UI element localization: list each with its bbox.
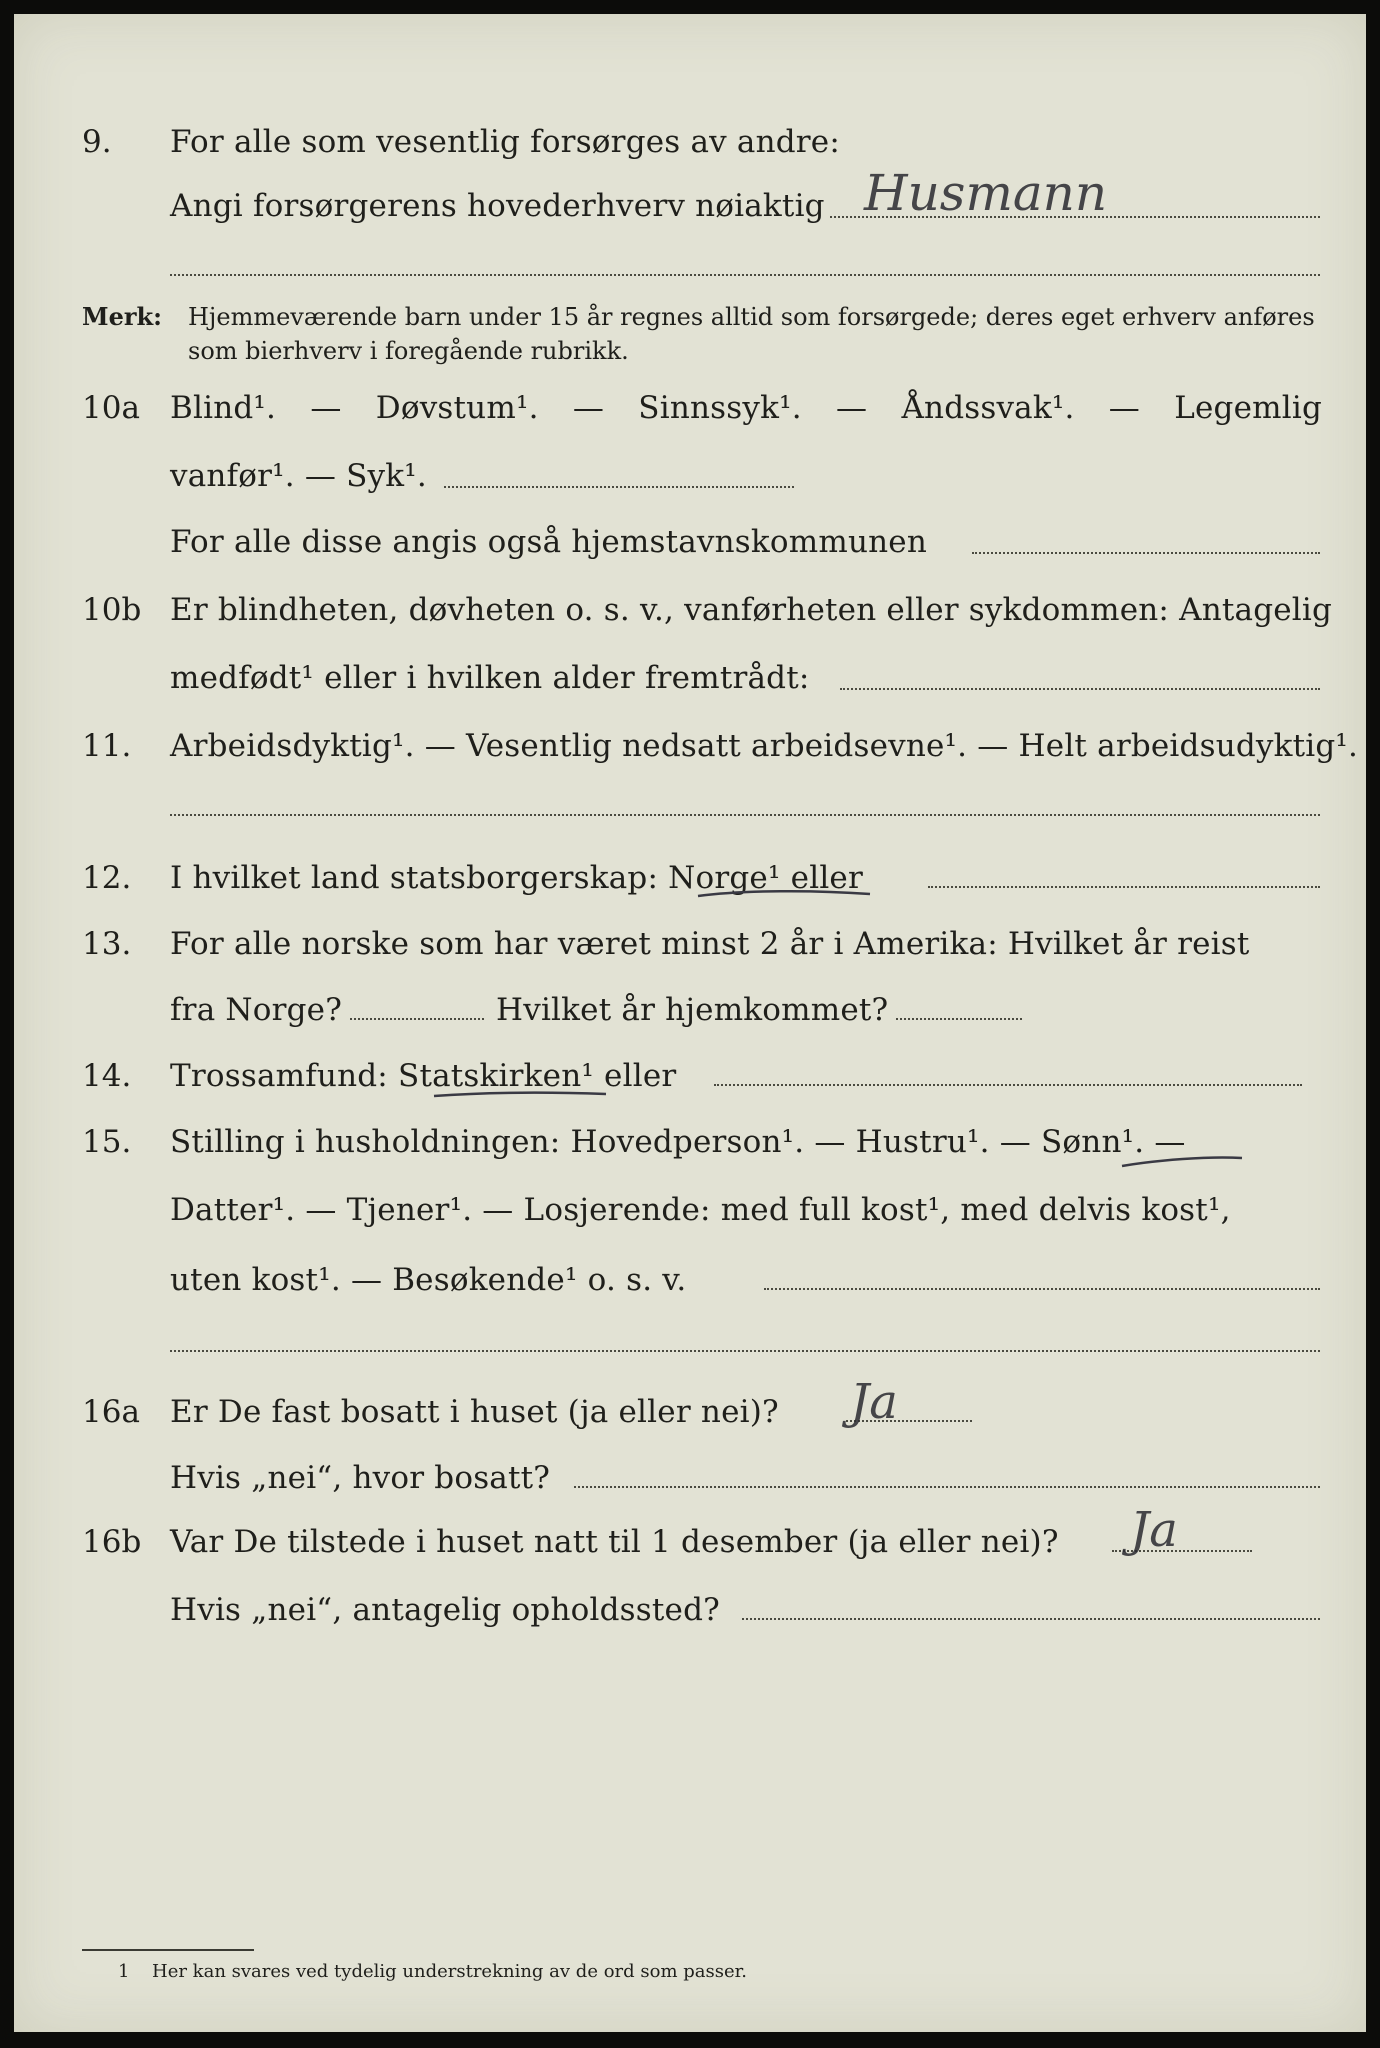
question-number: 13. [82,926,132,962]
answer-line [444,486,794,488]
question-text: Er De fast bosatt i huset (ja eller nei)? [170,1394,779,1430]
separator: — [572,390,605,426]
answer-line [840,688,1320,690]
question-number: 15. [82,1124,132,1160]
separator: — [836,390,868,426]
footnote-rule [82,1949,254,1951]
question-text: Hvis „nei“, hvor bosatt? [170,1460,551,1496]
handwritten-answer: Ja [1130,1502,1178,1558]
answer-line [764,1288,1320,1290]
question-text: Datter¹. — Tjener¹. — Losjerende: med full kost¹, med delvis kost¹, [170,1192,1231,1228]
question-text: fra Norge? [170,992,343,1028]
answer-line [170,274,1320,276]
question-number: 16b [82,1524,142,1560]
answer-line [170,1350,1320,1352]
question-text [170,388,1322,428]
question-text: Hvilket år hjemkommet? [496,992,889,1028]
question-number: 10a [82,390,140,426]
underline-mark [694,886,874,906]
census-form-page [14,14,1366,2032]
question-text: For alle disse angis også hjemstavnskommunen [170,524,927,560]
question-text: Var De tilstede i huset natt til 1 desember (ja eller nei)? [170,1524,1059,1560]
question-number: 14. [82,1058,132,1094]
question-number: 11. [82,728,132,764]
question-number: 10b [82,592,142,628]
answer-line [896,1018,1022,1020]
footnote-text: Her kan svares ved tydelig understrekning av de ord som passer. [152,1961,747,1982]
handwritten-answer: Husmann [864,164,1108,222]
underline-mark [430,1088,610,1104]
answer-line [742,1618,1320,1620]
option-andssvak: Åndssvak¹. [901,390,1075,426]
separator: — [310,390,342,426]
separator: — [1108,390,1140,426]
option-sinnssyk: Sinnssyk¹. [638,390,802,426]
answer-line [574,1486,1320,1488]
question-number: 16a [82,1394,140,1430]
question-number: 12. [82,860,132,896]
footnote-mark: 1 [118,1961,130,1982]
question-text: Hvis „nei“, antagelig opholdssted? [170,1592,720,1628]
question-text: medfødt¹ eller i hvilken alder fremtrådt: [170,660,810,696]
question-text: Er blindheten, døvheten o. s. v., vanførheten eller sykdommen: Antagelig [170,592,1333,628]
option-legemlig: Legemlig [1174,390,1322,426]
question-text: For alle som vesentlig forsørges av andre: [170,124,840,160]
answer-line [928,886,1320,888]
answer-line [170,814,1320,816]
question-text: I hvilket land statsborgerskap: Norge¹ eller [170,860,863,896]
question-text: Stilling i husholdningen: Hovedperson¹. — Hustru¹. — Sønn¹. — [170,1124,1186,1160]
answer-line [350,1018,484,1020]
question-number: 9. [82,124,112,160]
handwritten-answer: Ja [850,1374,898,1430]
question-text: vanfør¹. — Syk¹. [170,458,427,494]
note [14,300,1366,370]
underline-mark [1118,1146,1248,1176]
note-text: Hjemmeværende barn under 15 år regnes alltid som forsørgede; deres eget erhverv anføres som bierhverv i foregående rubrikk. [188,303,1315,365]
option-blind: Blind¹. [170,390,277,426]
option-dovstum: Døvstum¹. [375,390,539,426]
answer-line [714,1084,1302,1086]
note-label: Merk: [82,302,162,331]
answer-line [972,552,1320,554]
question-text: Angi forsørgerens hovederhverv nøiaktig [170,188,825,224]
question-text: Arbeidsdyktig¹. — Vesentlig nedsatt arbeidsevne¹. — Helt arbeidsudyktig¹. [170,728,1359,764]
question-text: For alle norske som har været minst 2 år i Amerika: Hvilket år reist [170,926,1250,962]
question-text: uten kost¹. — Besøkende¹ o. s. v. [170,1262,687,1298]
question-text: Trossamfund: Statskirken¹ eller [170,1058,677,1094]
